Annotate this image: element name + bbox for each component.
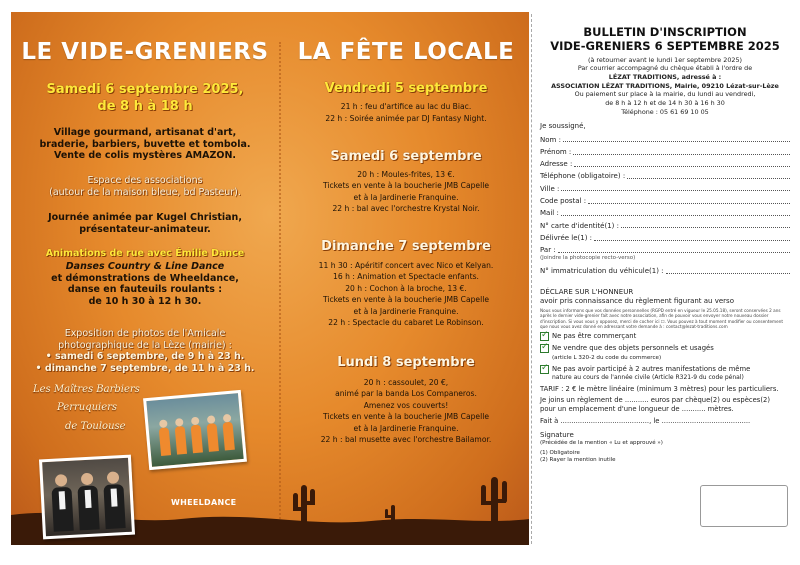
declare-heading: DÉCLARE SUR L'HONNEUR: [540, 288, 634, 297]
host-line: Journée animée par Kugel Christian,: [48, 212, 242, 223]
check-row[interactable]: [540, 332, 790, 341]
vehicle-field[interactable]: [540, 264, 790, 276]
check-label: Ne pas avoir participé à 2 autres manifestations de même: [552, 364, 751, 373]
schedule-line: 20 h : Moules-frites, 13 €.: [357, 170, 455, 179]
day-header-sunday: Dimanche 7 septembre: [321, 239, 491, 254]
field-label: Mail :: [540, 209, 559, 218]
signature-note: (Précédée de la mention « Lu et approuvé »): [540, 439, 663, 446]
name-field[interactable]: [540, 132, 790, 144]
schedule-line: 22 h : bal musette avec l'orchestre Bailamor.: [320, 434, 492, 444]
declare-text: avoir pris connaissance du règlement figurant au verso: [540, 296, 734, 305]
checkbox[interactable]: [540, 344, 549, 353]
payment-text[interactable]: Je joins un règlement de ........... euros par chèque(2) ou espèces(2): [540, 396, 770, 405]
anim-line: et démonstrations de Wheeldance,: [51, 272, 239, 284]
event-poster: [11, 12, 529, 545]
payment-length-text[interactable]: pour un emplacement d'une longueur de ........... mètres.: [540, 404, 734, 413]
perforation-line: [531, 14, 532, 544]
form-title: BULLETIN D'INSCRIPTION: [583, 25, 747, 39]
barbers-caption-line: de Toulouse: [65, 421, 126, 432]
phone-number: Téléphone : 05 61 69 10 05: [621, 107, 709, 116]
form-fields: [540, 122, 790, 276]
address-field[interactable]: [540, 157, 790, 169]
schedule-line: et à la Jardinerie Franquine.: [353, 423, 459, 433]
field-label: Téléphone (obligatoire) :: [540, 172, 626, 181]
expo-line: photographique de la Lèze (mairie) :: [58, 339, 232, 351]
form-subtitle: VIDE-GRENIERS 6 SEPTEMBRE 2025: [550, 39, 780, 54]
schedule-line: Tickets en vente à la boucherie JMB Capelle: [322, 181, 490, 191]
schedule-line: Amenez vos couverts!: [363, 400, 449, 410]
schedule-line: et à la Jardinerie Franquine.: [353, 192, 459, 202]
anim-line: Danses Country & Line Dance: [65, 261, 225, 272]
barbers-caption-line: Les Maîtres Barbiers: [33, 384, 140, 395]
expo-line: • dimanche 7 septembre, de 11 h à 23 h.: [35, 362, 255, 374]
host-line: présentateur-animateur.: [79, 223, 211, 235]
animations-title: Animations de rue avec Émilie Dance: [45, 248, 245, 259]
schedule-line: 16 h : Animation et Spectacle enfants.: [333, 272, 479, 282]
desc-line: braderie, barbiers, buvette et tombola.: [39, 138, 251, 150]
schedule-line: Tickets en vente à la boucherie JMB Capelle: [322, 295, 490, 305]
registration-form: [540, 25, 790, 464]
id-card-field[interactable]: [540, 218, 790, 230]
schedule-line: 22 h : bal avec l'orchestre Krystal Noir.: [332, 204, 480, 214]
photocopy-note: (Joindre la photocopie recto-verso): [540, 254, 636, 261]
intro-text: Je soussigné,: [540, 122, 586, 131]
schedule-line: Tickets en vente à la boucherie JMB Capelle: [322, 412, 490, 422]
field-label: Nom :: [540, 135, 561, 144]
vide-greniers-title: LE VIDE-GRENIERS: [21, 39, 269, 65]
schedule-line: 22 h : Soirée animée par DJ Fantasy Night.: [325, 113, 487, 123]
day-header-friday: Vendredi 5 septembre: [324, 81, 488, 96]
check-row[interactable]: [540, 365, 790, 382]
vide-greniers-date: Samedi 6 septembre 2025,: [46, 82, 244, 97]
desc-line: Vente de colis mystères AMAZON.: [53, 150, 237, 162]
footnote: (2) Rayer la mention inutile: [540, 457, 616, 464]
or-note-line: Ou paiement sur place à la mairie, du lundi au vendredi,: [574, 90, 756, 99]
field-label: N° carte d'identité(1) :: [540, 221, 619, 230]
check-label: Ne pas être commerçant: [552, 332, 637, 341]
wheeldance-caption: WHEELDANCE: [171, 498, 237, 507]
schedule-line: et à la Jardinerie Franquine.: [353, 306, 459, 316]
assoc-line: (autour de la maison bleue, bd Pasteur).: [49, 186, 241, 198]
schedule-line: 20 h : cassoulet, 20 €,: [363, 378, 449, 387]
postal-code-field[interactable]: [540, 193, 790, 205]
day-header-monday: Lundi 8 septembre: [337, 355, 475, 370]
field-label: Ville :: [540, 184, 560, 193]
fete-locale-title: LA FÊTE LOCALE: [297, 39, 515, 65]
vide-greniers-hours: de 8 h à 18 h: [97, 99, 193, 114]
field-label: Adresse :: [540, 160, 573, 169]
wheeldance-photo: [143, 390, 247, 470]
field-label: Délivrée le(1) :: [540, 233, 593, 242]
org-name: LÉZAT TRADITIONS, adressé à :: [608, 73, 722, 82]
issued-by-field[interactable]: [540, 243, 790, 255]
footnote: (1) Obligatoire: [540, 450, 580, 457]
expo-line: • samedi 6 septembre, de 9 h à 23 h.: [45, 351, 245, 363]
return-note: (à retourner avant le lundi 1er septembre 2025): [587, 55, 743, 64]
anim-line: danse en fauteuils roulants :: [67, 284, 223, 296]
field-label: N° immatriculation du véhicule(1) :: [540, 267, 664, 276]
desc-line: Village gourmand, artisanat d'art,: [53, 127, 237, 138]
checkbox[interactable]: [540, 332, 549, 341]
gdpr-notice: Nous vous informons que vos données personnelles (RGPD entré en vigueur le 25.05.18), seront conservées 2 ans après le dernier vide-grenier fait avec notre association, afin de pouvoir vous envoyer notre nouveau dossier d'inscription. Si vous vous y opposez, merci de cocher ici ☐. Vous pouvez à tout moment modifier ou consentement que nous vous avez donné en adressant votre demande à : contact@lezat-traditions.com: [540, 307, 783, 329]
assoc-line: Espace des associations: [87, 175, 203, 186]
barbers-photo: [39, 455, 135, 540]
field-label: Par :: [540, 246, 556, 255]
schedule-line: 20 h : Cochon à la broche, 13 €.: [345, 283, 467, 293]
issued-date-field[interactable]: [540, 230, 790, 242]
check-sublabel: nature au cours de l'année civile (Article R321-9 du code pénal): [552, 374, 744, 382]
check-sublabel: (article L 320-2 du code du commerce): [552, 354, 662, 361]
mail-note: Par courrier accompagné du chèque établi à l'ordre de: [577, 64, 753, 73]
expo-line: Exposition de photos de l'Amicale: [64, 328, 226, 339]
schedule-line: 11 h 30 : Apéritif concert avec Nico et Kelyan.: [318, 261, 494, 270]
phone-field[interactable]: [540, 169, 790, 181]
schedule-line: animé par la banda Los Companeros.: [335, 389, 477, 399]
or-note-line: de 8 h à 12 h et de 14 h 30 à 16 h 30: [605, 98, 725, 107]
firstname-field[interactable]: [540, 144, 790, 156]
check-row[interactable]: [540, 344, 790, 361]
check-label: Ne vendre que des objets personnels et usagés: [552, 344, 714, 353]
signature-box[interactable]: [700, 485, 788, 527]
schedule-line: 22 h : Spectacle du cabaret Le Robinson.: [328, 317, 484, 327]
day-header-saturday: Samedi 6 septembre: [330, 149, 482, 164]
schedule-line: 21 h : feu d'artifice au lac du Biac.: [340, 102, 472, 111]
org-address: ASSOCIATION LÉZAT TRADITIONS, Mairie, 09210 Lézat-sur-Lèze: [551, 81, 779, 90]
checkbox[interactable]: [540, 365, 549, 374]
email-field[interactable]: [540, 206, 790, 218]
barbers-caption-line: Perruquiers: [57, 402, 118, 413]
tarif-text: TARIF : 2 € le mètre linéaire (minimum 3 mètres) pour les particuliers.: [540, 384, 779, 393]
field-label: Code postal :: [540, 197, 587, 206]
city-field[interactable]: [540, 181, 790, 193]
done-at-field[interactable]: Fait à ........................................., le .........................................: [540, 417, 751, 426]
signature-label: Signature: [540, 430, 574, 439]
field-label: Prénom :: [540, 147, 572, 156]
anim-line: de 10 h 30 à 12 h 30.: [88, 295, 202, 307]
